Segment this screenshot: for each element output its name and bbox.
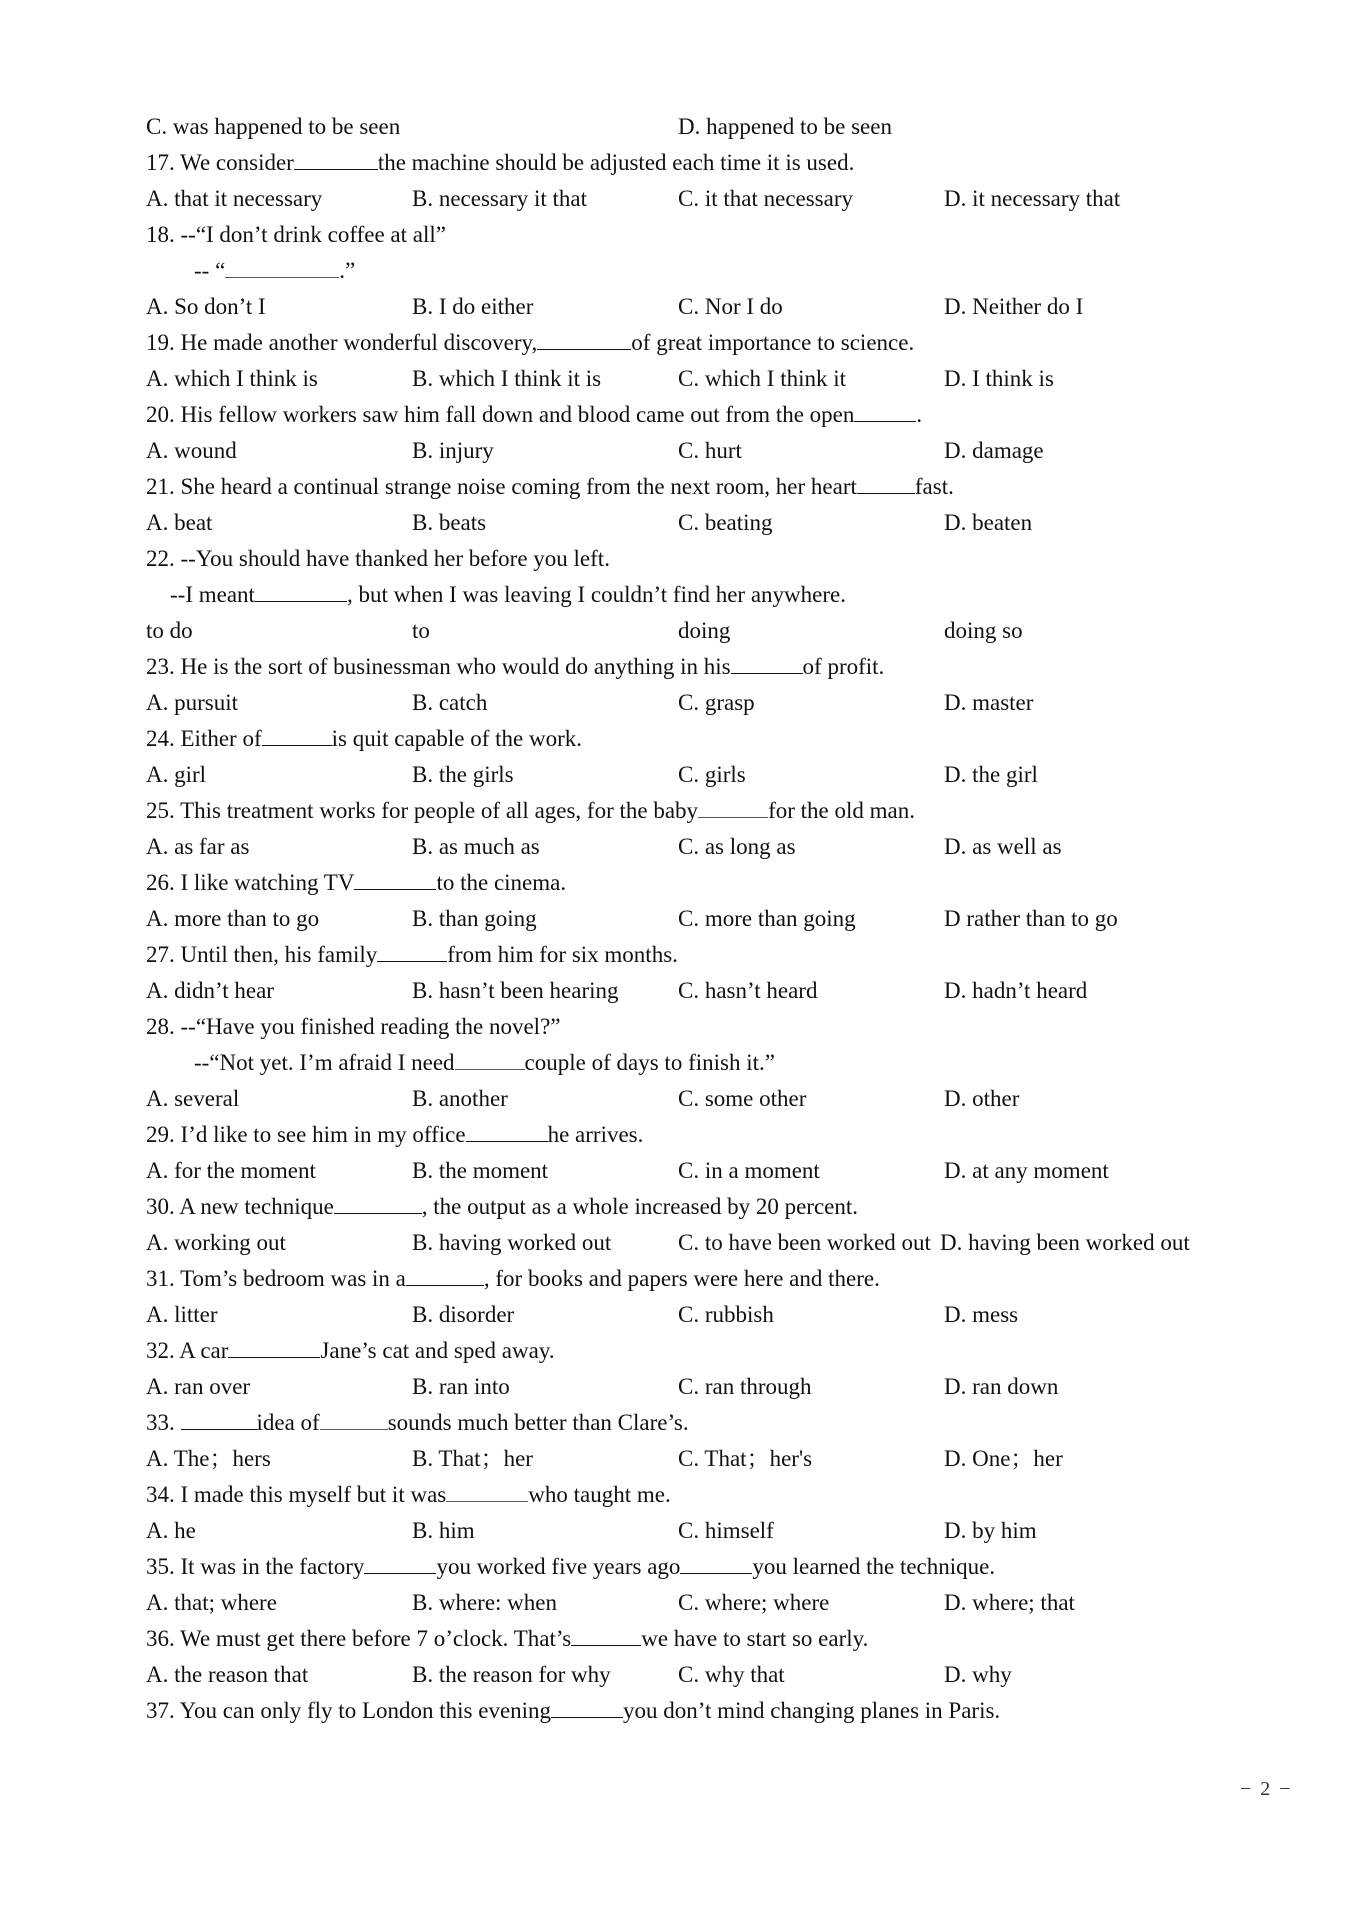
option-b: B. than going	[412, 906, 537, 931]
option-a: A. The；hers	[146, 1446, 271, 1471]
option-c: C. hurt	[678, 438, 742, 463]
option-a: A. for the moment	[146, 1158, 316, 1183]
option-b: B. where: when	[412, 1590, 557, 1615]
answer-blank	[294, 148, 378, 170]
option-a: A. several	[146, 1086, 240, 1111]
question-25: 25. This treatment works for people of all ages, for the baby for the old man.	[146, 798, 915, 823]
option-a: A. litter	[146, 1302, 218, 1327]
option-b: B. disorder	[412, 1302, 515, 1327]
question-27: 27. Until then, his family from him for six months.	[146, 942, 678, 967]
option-d: D. by him	[944, 1518, 1037, 1543]
option-c: C. Nor I do	[678, 294, 783, 319]
option-b: B. That；her	[412, 1446, 533, 1471]
option-c: C. more than going	[678, 906, 856, 931]
question-28-reply: --“Not yet. I’m afraid I need couple of days to finish it.”	[194, 1050, 775, 1075]
question-23: 23. He is the sort of businessman who would do anything in his of profit.	[146, 654, 885, 679]
option-d: D. other	[944, 1086, 1020, 1111]
option-a: A. girl	[146, 762, 207, 787]
answer-blank	[698, 796, 768, 818]
option-b: B. I do either	[412, 294, 534, 319]
question-19: 19. He made another wonderful discovery, of great importance to science.	[146, 330, 915, 355]
question-28: 28. --“Have you finished reading the novel?”	[146, 1014, 561, 1039]
option-d: D. Neither do I	[944, 294, 1084, 319]
option-a: A. working out	[146, 1230, 286, 1255]
option-c: C. as long as	[678, 834, 796, 859]
question-36: 36. We must get there before 7 o’clock. That’s we have to start so early.	[146, 1626, 869, 1651]
answer-blank	[680, 1552, 752, 1574]
option-d: D. ran down	[944, 1374, 1059, 1399]
option-d: D. damage	[944, 438, 1044, 463]
option-d: D. the girl	[944, 762, 1038, 787]
answer-blank	[854, 400, 916, 422]
option-a: A. pursuit	[146, 690, 238, 715]
option-b: B. him	[412, 1518, 475, 1543]
option-d: D. beaten	[944, 510, 1033, 535]
answer-blank	[255, 580, 347, 602]
option-c: C. why that	[678, 1662, 785, 1687]
option-d: D. having been worked out	[940, 1230, 1190, 1255]
question-33: 33. idea of sounds much better than Clare’s.	[146, 1410, 689, 1435]
answer-blank	[466, 1120, 548, 1142]
answer-blank	[181, 1408, 257, 1430]
option-c: C. hasn’t heard	[678, 978, 818, 1003]
question-17: 17. We consider the machine should be adjusted each time it is used.	[146, 150, 855, 175]
option-a: A. the reason that	[146, 1662, 309, 1687]
answer-blank	[364, 1552, 436, 1574]
option-d: D. hadn’t heard	[944, 978, 1088, 1003]
answer-blank	[551, 1696, 623, 1718]
option-c: C. some other	[678, 1086, 807, 1111]
question-37: 37. You can only fly to London this evening you don’t mind changing planes in Paris.	[146, 1698, 1001, 1723]
option-d: doing so	[944, 618, 1023, 643]
option-d: D. One；her	[944, 1446, 1063, 1471]
option-a: A. So don’t I	[146, 294, 266, 319]
option-b: B. having worked out	[412, 1230, 612, 1255]
option-b: to	[412, 618, 430, 643]
option-b: B. catch	[412, 690, 488, 715]
question-22: 22. --You should have thanked her before you left.	[146, 546, 610, 571]
page-number: − 2 −	[1240, 1778, 1293, 1800]
question-18-reply: -- “ .”	[194, 258, 356, 283]
option-a: A. that it necessary	[146, 186, 323, 211]
option-c: C. was happened to be seen	[146, 114, 401, 139]
option-c: doing	[678, 618, 731, 643]
option-b: B. hasn’t been hearing	[412, 978, 619, 1003]
answer-blank	[446, 1480, 528, 1502]
option-c: C. which I think it	[678, 366, 847, 391]
answer-blank	[857, 472, 915, 494]
option-b: B. another	[412, 1086, 508, 1111]
question-31: 31. Tom’s bedroom was in a , for books and papers were here and there.	[146, 1266, 880, 1291]
option-c: C. ran through	[678, 1374, 812, 1399]
option-c: C. beating	[678, 510, 773, 535]
option-c: C. rubbish	[678, 1302, 774, 1327]
question-35: 35. It was in the factory you worked five years ago you learned the technique.	[146, 1554, 996, 1579]
option-a: A. as far as	[146, 834, 250, 859]
option-a: to do	[146, 618, 193, 643]
option-c: C. himself	[678, 1518, 774, 1543]
option-d: D. as well as	[944, 834, 1062, 859]
question-21: 21. She heard a continual strange noise coming from the next room, her heart fast.	[146, 474, 954, 499]
option-b: B. which I think it is	[412, 366, 602, 391]
option-d: D. happened to be seen	[678, 114, 892, 139]
option-d: D rather than to go	[944, 906, 1118, 931]
answer-blank	[228, 1336, 320, 1358]
option-b: B. as much as	[412, 834, 540, 859]
question-29: 29. I’d like to see him in my office he arrives.	[146, 1122, 644, 1147]
option-c: C. grasp	[678, 690, 755, 715]
option-d: D. why	[944, 1662, 1012, 1687]
option-d: D. I think is	[944, 366, 1054, 391]
question-34: 34. I made this myself but it was who taught me.	[146, 1482, 671, 1507]
option-c: C. in a moment	[678, 1158, 820, 1183]
option-d: D. it necessary that	[944, 186, 1121, 211]
answer-blank	[354, 868, 436, 890]
option-b: B. ran into	[412, 1374, 510, 1399]
option-a: A. beat	[146, 510, 213, 535]
option-b: B. beats	[412, 510, 487, 535]
question-26: 26. I like watching TV to the cinema.	[146, 870, 567, 895]
question-20: 20. His fellow workers saw him fall down and blood came out from the open .	[146, 402, 923, 427]
option-c: C. to have been worked out	[678, 1230, 931, 1255]
answer-blank	[262, 724, 332, 746]
option-a: A. didn’t hear	[146, 978, 274, 1003]
option-c: C. it that necessary	[678, 186, 854, 211]
answer-blank	[334, 1192, 422, 1214]
answer-blank	[571, 1624, 641, 1646]
option-a: A. which I think is	[146, 366, 318, 391]
option-a: A. wound	[146, 438, 237, 463]
option-c: C. girls	[678, 762, 746, 787]
answer-blank	[406, 1264, 484, 1286]
option-d: D. where; that	[944, 1590, 1075, 1615]
option-b: B. necessary it that	[412, 186, 588, 211]
option-a: A. that; where	[146, 1590, 277, 1615]
question-30: 30. A new technique , the output as a whole increased by 20 percent.	[146, 1194, 859, 1219]
option-b: B. the moment	[412, 1158, 549, 1183]
question-22-reply: --I meant , but when I was leaving I couldn’t find her anywhere.	[170, 582, 846, 607]
option-d: D. at any moment	[944, 1158, 1109, 1183]
option-b: B. injury	[412, 438, 494, 463]
answer-blank	[731, 652, 803, 674]
question-32: 32. A car Jane’s cat and sped away.	[146, 1338, 555, 1363]
option-b: B. the girls	[412, 762, 514, 787]
option-a: A. he	[146, 1518, 196, 1543]
question-24: 24. Either of is quit capable of the work.	[146, 726, 582, 751]
option-b: B. the reason for why	[412, 1662, 611, 1687]
option-d: D. mess	[944, 1302, 1019, 1327]
answer-blank	[377, 940, 447, 962]
answer-blank	[537, 328, 631, 350]
answer-blank	[455, 1048, 525, 1070]
option-c: C. where; where	[678, 1590, 830, 1615]
option-a: A. more than to go	[146, 906, 320, 931]
option-d: D. master	[944, 690, 1034, 715]
option-a: A. ran over	[146, 1374, 251, 1399]
question-18: 18. --“I don’t drink coffee at all”	[146, 222, 446, 247]
answer-blank	[225, 256, 339, 278]
option-c: C. That；her's	[678, 1446, 813, 1471]
answer-blank	[320, 1408, 388, 1430]
